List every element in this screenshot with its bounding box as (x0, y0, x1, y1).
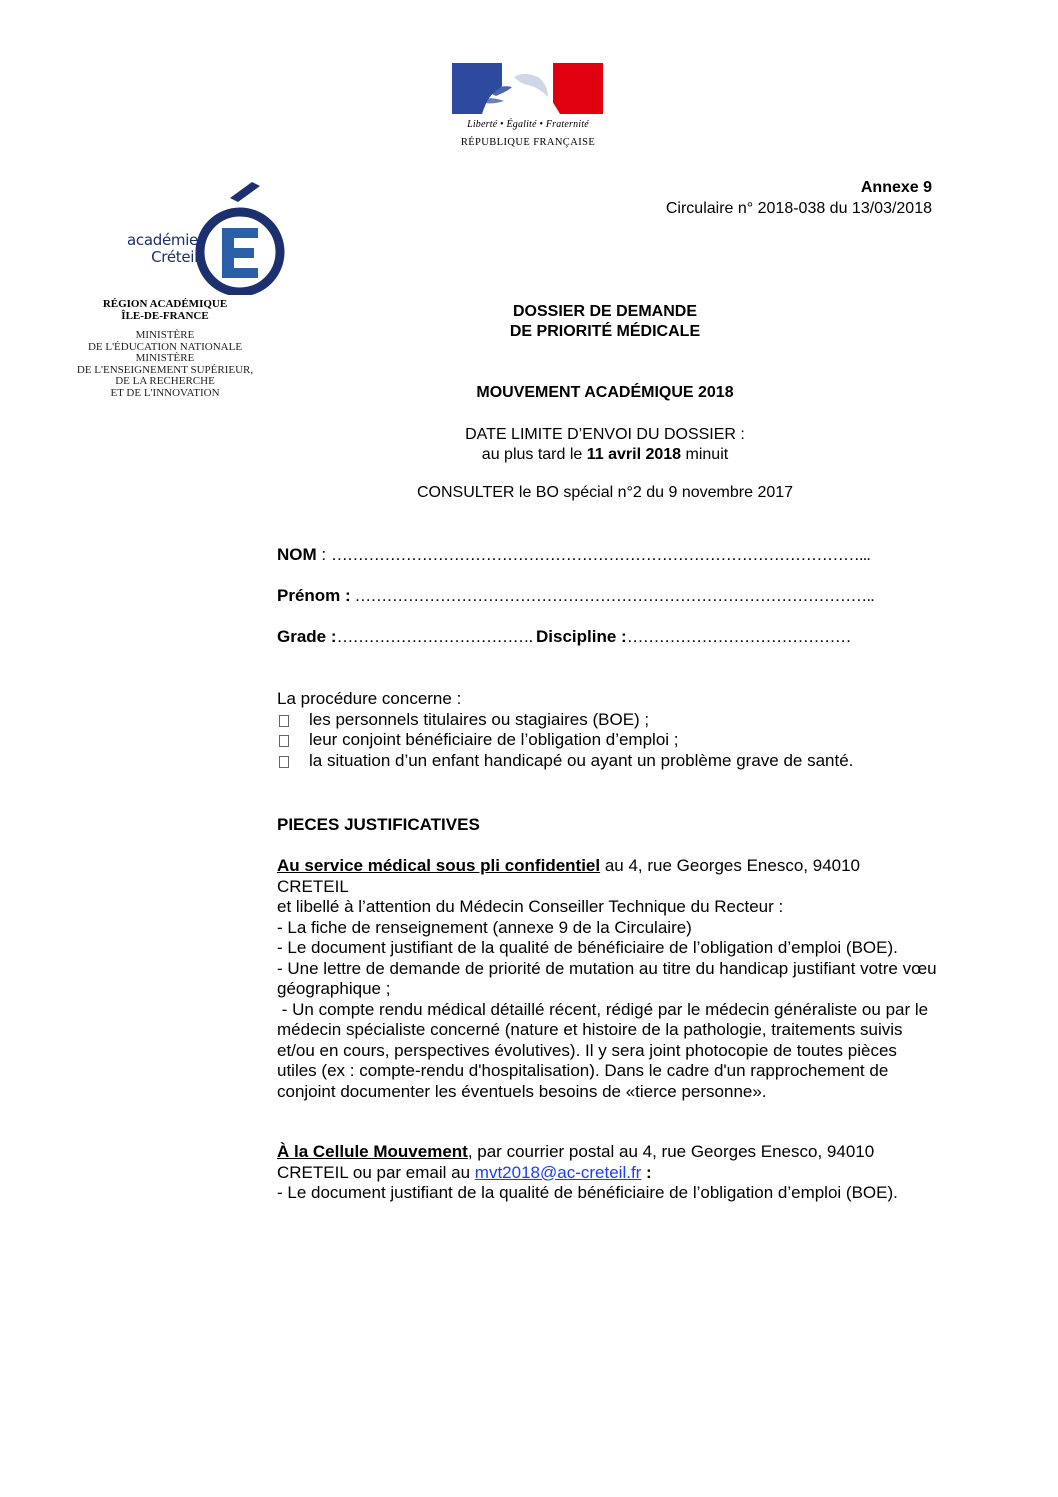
procedure-item (277, 710, 977, 731)
discipline-label: Discipline : (535, 627, 627, 646)
checkbox-icon (279, 756, 289, 768)
ministry-line: ET DE L'INNOVATION (110, 386, 220, 399)
service-item: - Le document justifiant de la qualité de bénéficiaire de l’obligation d’emploi (BOE). (277, 938, 898, 957)
ministry-line: DE L'ÉDUCATION NATIONALE (87, 340, 243, 353)
cellule-item: - Le document justifiant de la qualité de bénéficiaire de l’obligation d’emploi (BOE). (277, 1183, 898, 1202)
cellule-email-link[interactable]: mvt2018@ac-creteil.fr (474, 1162, 642, 1182)
cellule-address: , par courrier postal au 4, rue Georges Enesco, 94010 (467, 1142, 875, 1161)
service-attention: et libellé à l’attention du Médecin Conseiller Technique du Recteur : (277, 897, 784, 916)
republique-francaise-logo (452, 63, 604, 155)
date-prefix: au plus tard le (481, 446, 587, 463)
service-item: - La fiche de renseignement (annexe 9 de la Circulaire) (277, 917, 692, 937)
cellule-colon: : (641, 1162, 652, 1182)
republique-motto: Liberté • Égalité • Fraternité (467, 119, 589, 130)
academie-line2: Créteil (151, 248, 198, 266)
service-address: au 4, rue Georges Enesco, 94010 (600, 856, 861, 875)
cellule-label: À la Cellule Mouvement (277, 1142, 468, 1161)
dossier-title-line1: DOSSIER DE DEMANDE (512, 303, 698, 320)
region-academique (60, 298, 270, 322)
service-label: Au service médical sous pli confidentiel (277, 856, 601, 875)
mouvement-title: MOUVEMENT ACADÉMIQUE 2018 (476, 384, 734, 401)
nom-field[interactable] (277, 545, 870, 565)
service-medical-section (277, 856, 937, 1102)
grade-label: Grade : (277, 627, 337, 646)
cellule-city: CRETEIL ou par email au (277, 1162, 475, 1182)
procedure-intro: La procédure concerne : (277, 689, 462, 708)
prenom-field[interactable] (277, 586, 874, 606)
procedure-section (277, 689, 977, 771)
cellule-mouvement-section (277, 1142, 937, 1204)
discipline-dots: …………………………………… (626, 627, 851, 646)
ministry-line: MINISTÈRE (135, 352, 195, 364)
cellule-line (277, 1142, 937, 1163)
ministry-line: MINISTÈRE (135, 329, 195, 341)
prenom-label: Prénom : (277, 586, 351, 605)
checkbox-icon (279, 735, 289, 747)
procedure-item (277, 751, 977, 772)
ministry-line: DE L'ENSEIGNEMENT SUPÉRIEUR, (76, 363, 254, 376)
grade-discipline-field[interactable] (277, 627, 851, 647)
academie-name (108, 232, 198, 266)
procedure-item-text: les personnels titulaires ou stagiaires (BOE) ; (309, 709, 650, 729)
prenom-dots: …………………………………………………………………………………….. (350, 586, 874, 605)
date-limite-block (300, 425, 910, 465)
nom-label: NOM (277, 545, 317, 564)
dossier-title (300, 302, 910, 342)
nom-dots: ………………………………………………………………………………………... (330, 545, 871, 564)
date-limite-heading: DATE LIMITE D’ENVOI DU DOSSIER : (465, 426, 745, 443)
consulter-bo: CONSULTER le BO spécial n°2 du 9 novembre 2017 (416, 484, 794, 501)
grade-dots: ………………………………. (336, 627, 536, 646)
annexe-label: Annexe 9 (860, 179, 932, 196)
service-item: - Une lettre de demande de priorité de mutation au titre du handicap justifiant votre vœu géographique ; (277, 958, 937, 998)
circulaire-reference: Circulaire n° 2018-038 du 13/03/2018 (665, 200, 932, 217)
region-line2: ÎLE-DE-FRANCE (121, 310, 209, 322)
service-item: - Un compte rendu médical détaillé récent, rédigé par le médecin généraliste ou par le médecin spécialiste concerné (nature et histoire de la pathologie, traitements suivis et/ou en cours, perspectives évolutives). Il y sera joint photocopie de toutes pièces utiles (ex : compte-rendu d'hospitalisation). Dans le cadre d'un rapprochement de conjoint documenter les éventuels besoins de «tierce personne». (277, 999, 933, 1101)
pieces-heading: PIECES JUSTIFICATIVES (277, 815, 480, 834)
cellule-line2 (277, 1163, 937, 1184)
date-suffix: minuit (681, 446, 729, 463)
date-deadline: 11 avril 2018 (586, 446, 682, 463)
ministry-line: DE LA RECHERCHE (115, 375, 215, 387)
procedure-list (277, 710, 977, 772)
service-line (277, 856, 937, 877)
nom-separator: : (316, 545, 331, 564)
dossier-title-line2: DE PRIORITÉ MÉDICALE (509, 323, 701, 340)
academie-line1: académie (127, 231, 198, 249)
date-limite-value (300, 445, 910, 465)
ministry-block (40, 330, 290, 399)
marianne-flag-icon (452, 63, 603, 114)
region-line1: RÉGION ACADÉMIQUE (102, 298, 228, 310)
procedure-item (277, 730, 977, 751)
academie-creteil-logo (60, 180, 270, 420)
procedure-item-text: leur conjoint bénéficiaire de l’obligation d’emploi ; (309, 730, 679, 749)
procedure-item-text: la situation d’un enfant handicapé ou ayant un problème grave de santé. (309, 750, 854, 770)
service-city: CRETEIL (277, 876, 349, 896)
republique-name: RÉPUBLIQUE FRANÇAISE (460, 137, 596, 148)
checkbox-icon (279, 715, 289, 727)
